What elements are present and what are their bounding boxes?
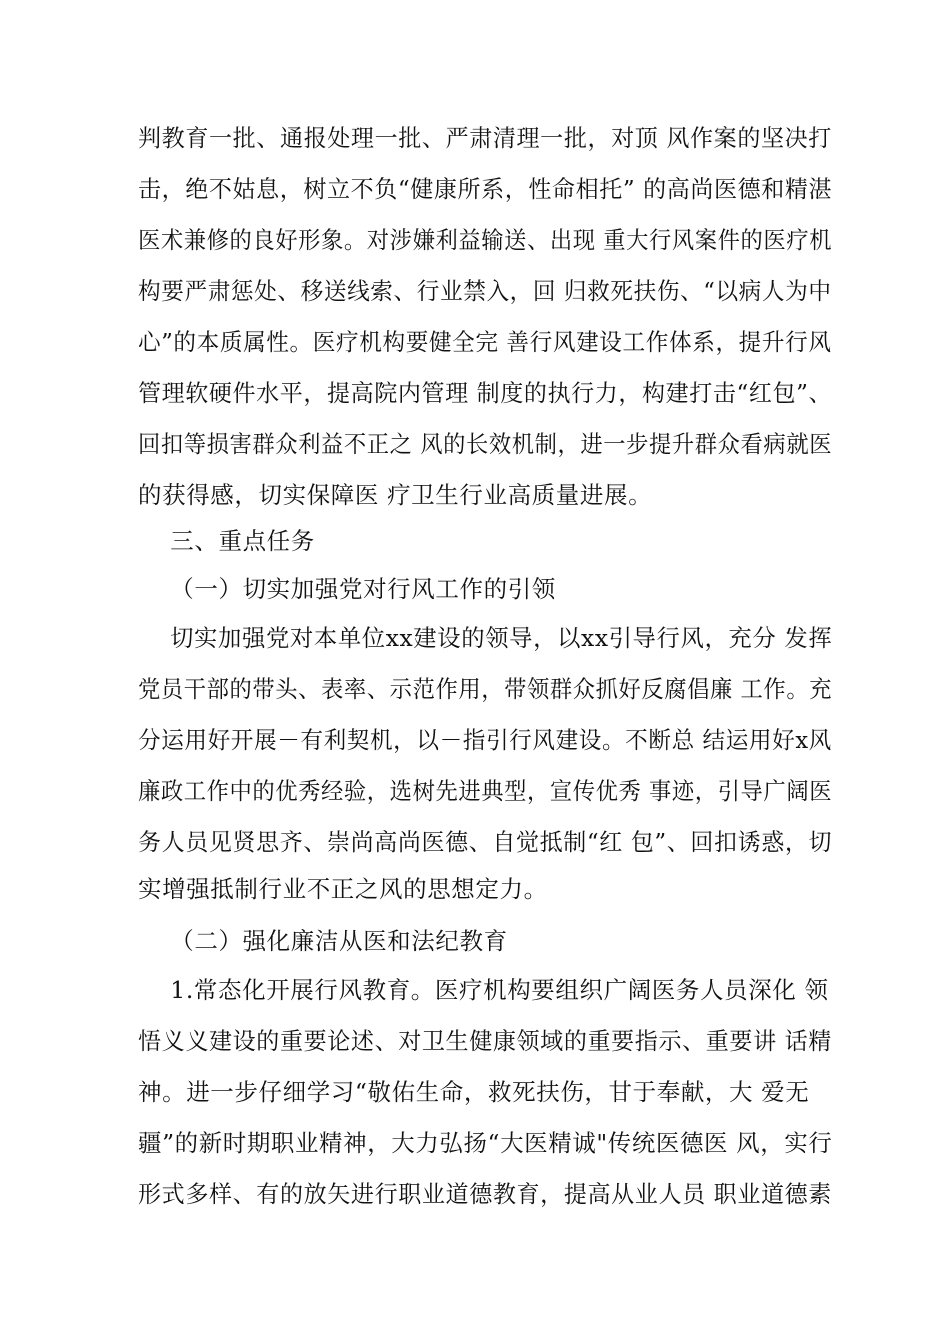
body-text-line: 形式多样、有的放矢进行职业道德教育，提高从业人员 职业道德素	[138, 1180, 832, 1208]
body-text-line: 心”的本质属性。医疗机构要健全完 善行风建设工作体系，提升行风	[138, 328, 832, 356]
body-text-line: 切实加强党对本单位xx建设的领导，以xx引导行风，充分 发挥	[138, 624, 833, 652]
body-text-line: 判教育一批、通报处理一批、严肃清理一批，对顶 风作案的坚决打	[138, 124, 832, 152]
body-text-line: 党员干部的带头、表率、示范作用，带领群众抓好反腐倡廉 工作。充	[138, 675, 833, 703]
body-text-line: 管理软硬件水平，提高院内管理 制度的执行力，构建打击“红包”、	[138, 379, 833, 407]
body-text-line: 务人员见贤思齐、崇尚高尚医德、自觉抵制“红 包”、回扣诱惑，切	[138, 828, 833, 856]
subsection-heading: （一）切实加强党对行风工作的引领	[138, 575, 556, 603]
body-text-line: 的获得感，切实保障医 疗卫生行业高质量进展。	[138, 481, 653, 509]
section-heading: 三、重点任务	[138, 527, 315, 555]
subsection-heading: （二）强化廉洁从医和法纪教育	[138, 927, 508, 955]
body-text-line: 医术兼修的良好形象。对涉嫌利益输送、出现 重大行风案件的医疗机	[138, 226, 833, 254]
body-text-line: 实增强抵制行业不正之风的思想定力。	[138, 875, 548, 903]
body-text-line: 分运用好开展－有利契机，以－指引行风建设。不断总 结运用好x风	[138, 726, 832, 754]
body-text-line: 悟义义建设的重要论述、对卫生健康领域的重要指示、重要讲 话精	[138, 1027, 832, 1055]
body-text-line: 神。进一步仔细学习“敬佑生命，救死扶伤，甘于奉献，大 爱无	[138, 1078, 810, 1106]
body-text-line: 构要严肃惩处、移送线索、行业禁入，回 归救死扶伤、“以病人为中	[138, 277, 832, 305]
body-text-line: 回扣等损害群众利益不正之 风的长效机制，进一步提升群众看病就医	[138, 430, 833, 458]
body-text-line: 廉政工作中的优秀经验，选树先进典型，宣传优秀 事迹，引导广阔医	[138, 777, 833, 805]
body-text-line: 疆”的新时期职业精神，大力弘扬“大医精诚"传统医德医 风，实行	[138, 1129, 833, 1157]
body-text-line: 1.常态化开展行风教育。医疗机构要组织广阔医务人员深化 领	[138, 976, 829, 1004]
body-text-line: 击，绝不姑息，树立不负“健康所系，性命相托” 的高尚医德和精湛	[138, 175, 833, 203]
